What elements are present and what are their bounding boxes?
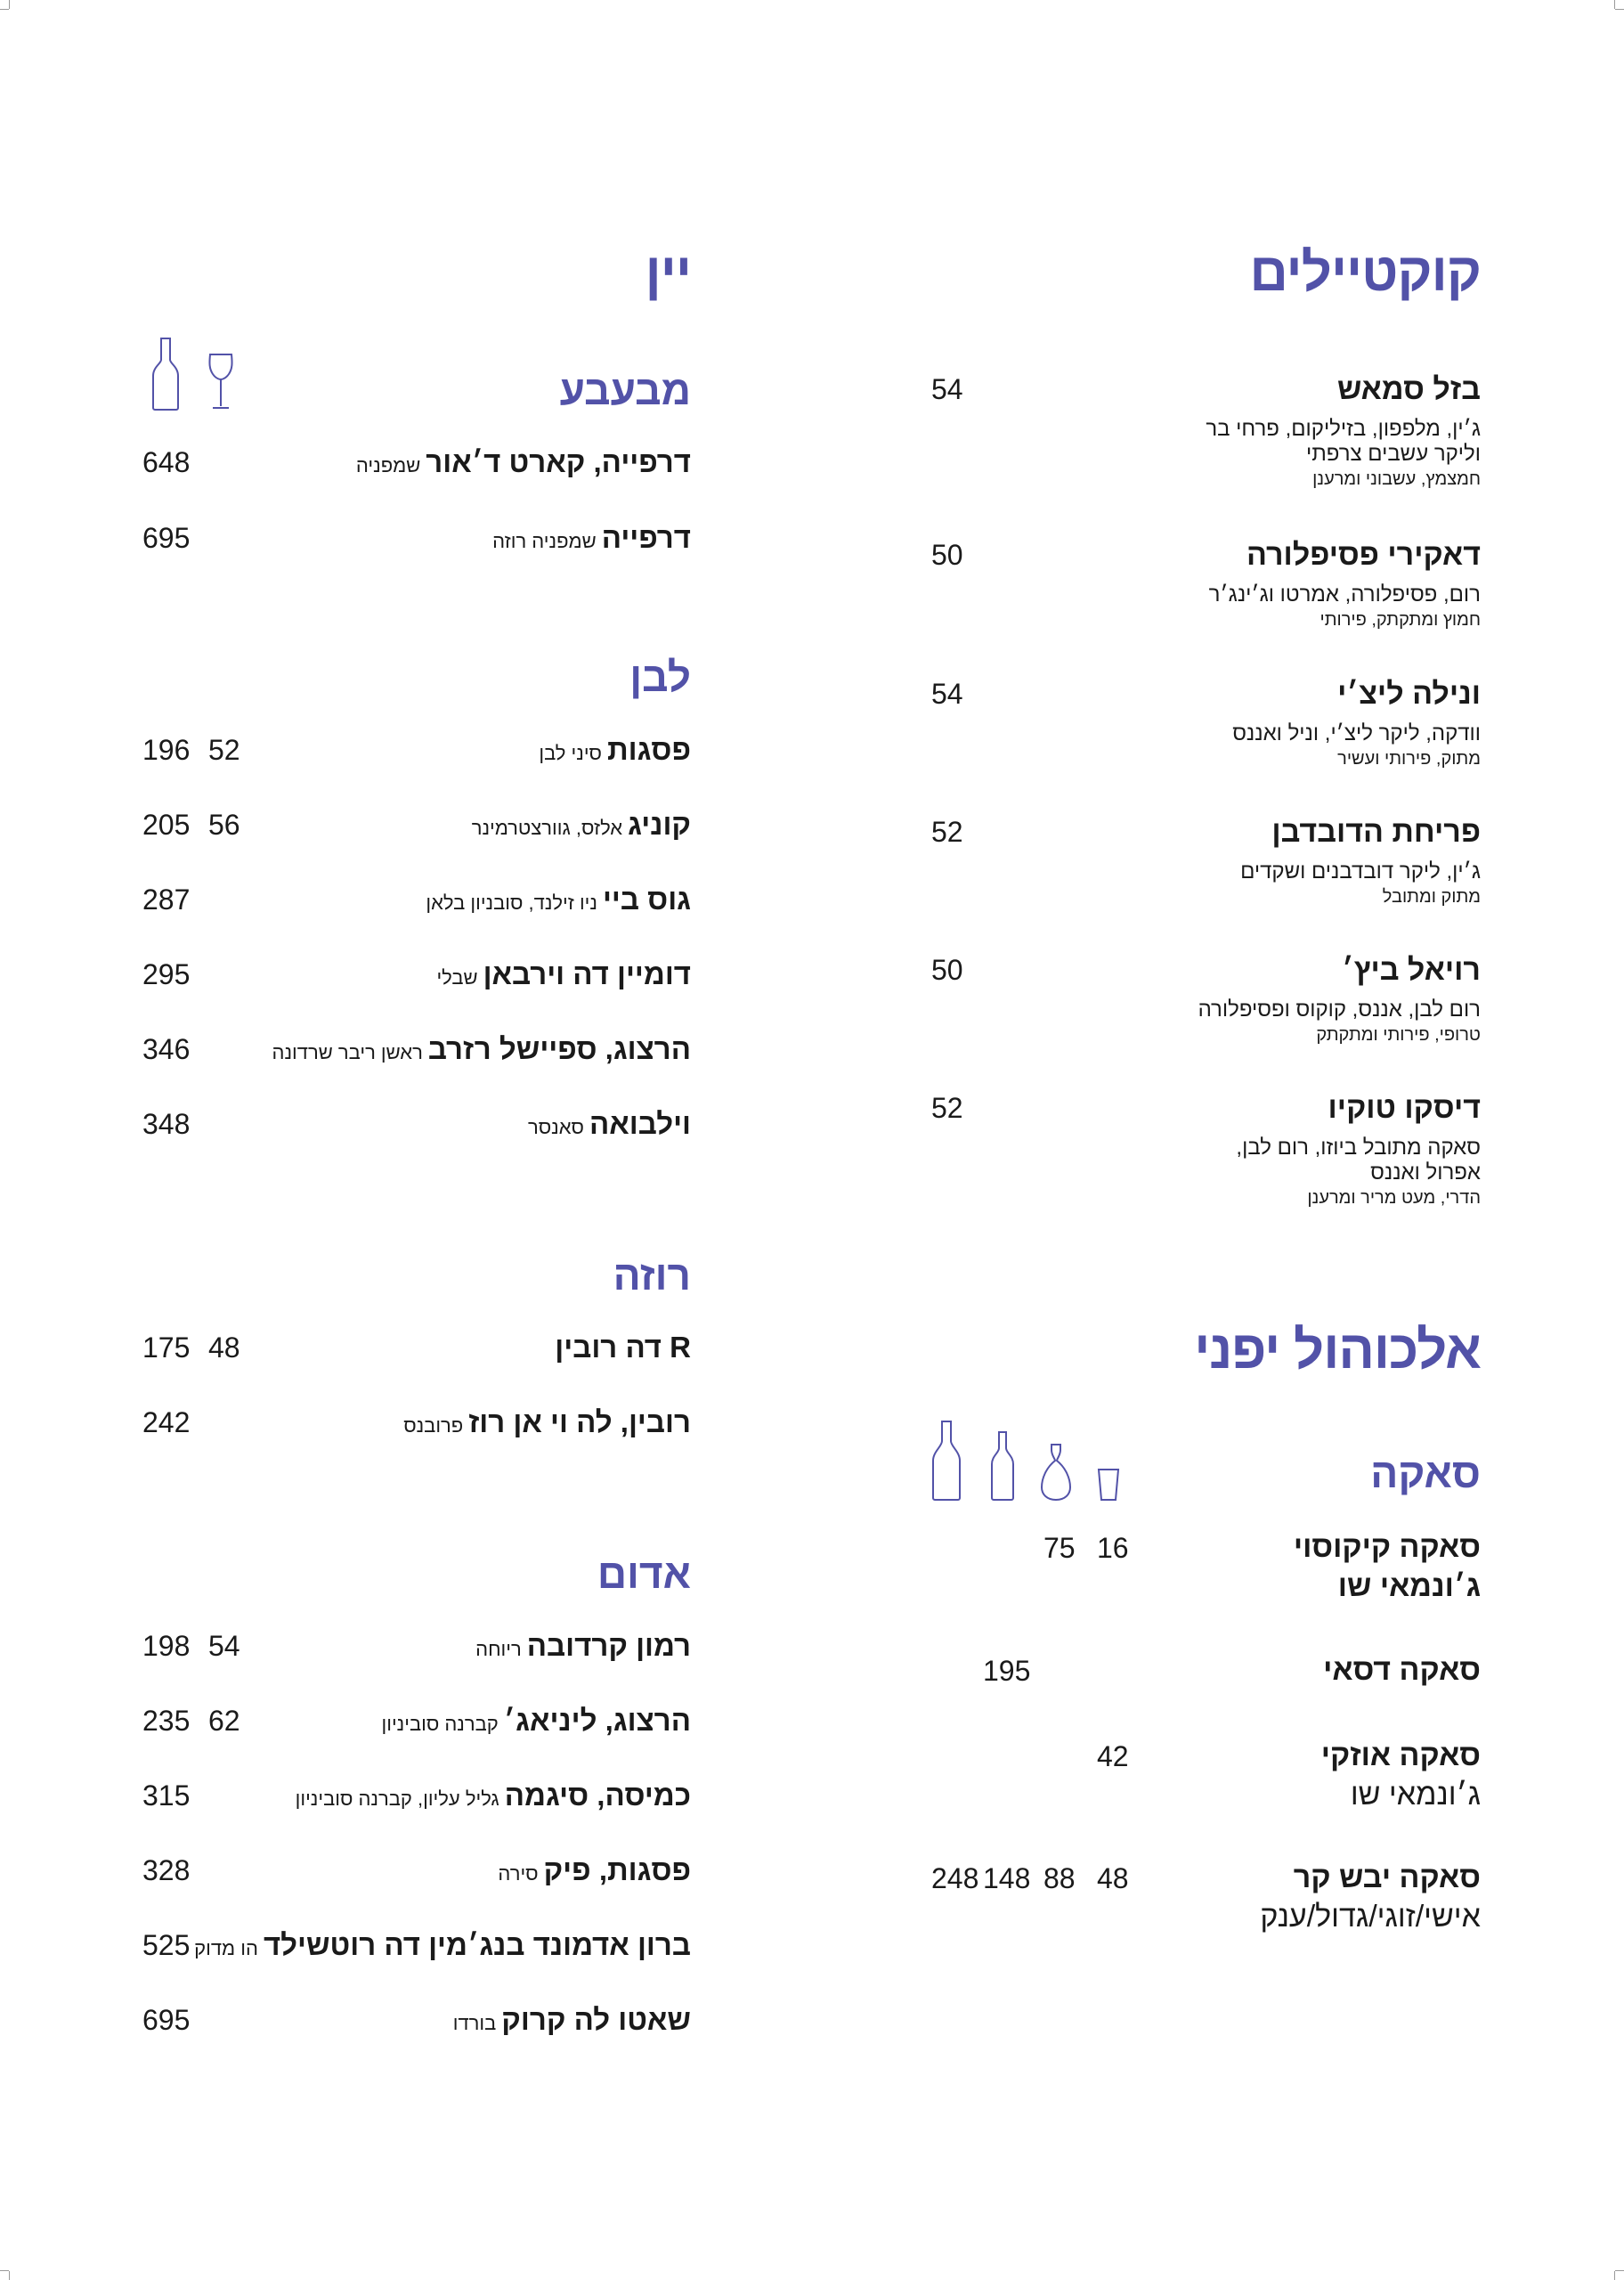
wine-bottle-price: 525 <box>142 1929 191 1961</box>
wine-bottle-price: 295 <box>142 958 191 990</box>
sake-price: 195 <box>983 1655 1031 1687</box>
wine-region-grape: בורדו <box>452 2012 497 2034</box>
wine-name <box>539 735 691 764</box>
wine-region-grape: שמפניה רוזה <box>492 530 597 552</box>
crop-mark <box>0 9 9 10</box>
cocktail-name: ונילה ליצ׳י <box>1337 677 1481 711</box>
crop-mark <box>1615 2270 1624 2271</box>
red-title: אדום <box>597 1551 691 1597</box>
sparkling-title: מבעבע <box>559 367 691 413</box>
wine-glass-price: 48 <box>208 1331 240 1364</box>
cup-icon <box>1097 1468 1120 1502</box>
wine-producer: פסגות, פיק <box>543 1853 691 1886</box>
wine-producer: כמיסה, סיגמה <box>504 1779 691 1812</box>
wine-glass-icon <box>207 353 235 411</box>
cocktail-ingredients: וליקר עשבים צרפתי <box>1305 442 1481 466</box>
wine-name <box>272 1034 691 1063</box>
wine-name <box>528 1109 691 1138</box>
wine-bottle-price: 198 <box>142 1630 191 1662</box>
wine-producer: שאטו לה קרוק <box>501 2003 691 2036</box>
wine-region-grape: ראשן ריבר שרדונה <box>272 1041 423 1063</box>
wine-producer: דומיין דה וירבאן <box>483 957 691 990</box>
wine-region-grape: שבלי <box>436 966 478 989</box>
crop-mark <box>1614 2271 1615 2280</box>
cocktail-ingredients: רום לבן, אננס, קוקוס ופסיפלורה <box>1198 998 1481 1022</box>
wine-region-grape: הו מדוק <box>194 1937 258 1959</box>
wine-producer: R דה רובין <box>555 1331 691 1364</box>
cocktail-taste-note: חמוץ ומתקתק, פירותי <box>1320 610 1481 630</box>
sake-name: סאקה דסאי <box>1323 1653 1481 1687</box>
cocktail-ingredients: אפרול ואננס <box>1370 1160 1481 1185</box>
bottle-small-icon <box>990 1430 1015 1502</box>
wine-producer: רמון קרדובה <box>526 1629 691 1662</box>
wine-bottle-icon <box>151 337 180 411</box>
wine-producer: פסגות <box>606 733 691 766</box>
wine-glass-price: 56 <box>208 809 240 841</box>
sake-price: 248 <box>931 1862 979 1894</box>
sake-style: ג׳ונמאי שו <box>1337 1569 1481 1603</box>
wine-bottle-price: 695 <box>142 2004 191 2036</box>
wine-glass-price: 54 <box>208 1630 240 1662</box>
crop-mark <box>9 2271 10 2280</box>
wine-bottle-price: 242 <box>142 1406 191 1438</box>
sake-price: 48 <box>1097 1862 1129 1894</box>
wine-bottle-price: 175 <box>142 1331 191 1364</box>
wine-name <box>356 447 691 476</box>
wine-region-grape: פרובנס <box>403 1414 464 1437</box>
wine-region-grape: סיני לבן <box>539 742 602 764</box>
wine-region-grape: סירה <box>498 1862 539 1885</box>
tokkuri-icon <box>1040 1443 1072 1502</box>
wine-producer: קוניג <box>628 808 691 841</box>
wine-bottle-price: 315 <box>142 1779 191 1812</box>
cocktail-price: 54 <box>931 678 963 710</box>
cocktail-taste-note: מתוק, פירותי ועשיר <box>1337 749 1481 769</box>
cocktail-price: 50 <box>931 539 963 571</box>
crop-mark <box>0 2270 9 2271</box>
cocktail-taste-note: חמצמץ, עשבוני ומרענן <box>1312 469 1481 489</box>
wine-producer: הרצוג, ספיישל רזרב <box>427 1032 691 1065</box>
sake-price: 16 <box>1097 1532 1129 1564</box>
bottle-large-icon <box>931 1420 962 1502</box>
wine-bottle-price: 205 <box>142 809 191 841</box>
wine-producer: רובין, לה וי אן רוז <box>468 1405 691 1438</box>
wine-name <box>296 1780 691 1810</box>
wine-glass-price: 52 <box>208 734 240 766</box>
wine-region-grape: ניו זילנד, סובניון בלאן <box>426 892 597 914</box>
cocktail-taste-note: מתוק ומתובל <box>1382 887 1481 907</box>
cocktail-taste-note: טרופי, פירותי ומתקתק <box>1316 1025 1481 1045</box>
wine-region-grape: שמפניה <box>355 454 421 476</box>
wine-bottle-price: 346 <box>142 1033 191 1065</box>
wine-bottle-price: 648 <box>142 446 191 478</box>
wine-title: יין <box>645 242 691 302</box>
cocktail-price: 54 <box>931 373 963 405</box>
wine-name <box>403 1407 691 1437</box>
wine-bottle-price: 695 <box>142 522 191 554</box>
wine-producer: הרצוג, ליניאג׳ <box>503 1704 691 1737</box>
wine-bottle-price: 196 <box>142 734 191 766</box>
sake-price: 148 <box>983 1862 1031 1894</box>
cocktail-price: 52 <box>931 1092 963 1124</box>
cocktail-name: רויאל ביץ׳ <box>1341 953 1481 987</box>
wine-name <box>555 1332 691 1362</box>
wine-name <box>426 884 691 914</box>
wine-producer: וילבואה <box>589 1107 691 1140</box>
wine-name <box>498 1855 691 1885</box>
cocktail-ingredients: סאקה מתובל ביוזו, רום לבן, <box>1236 1136 1481 1160</box>
crop-mark <box>1615 9 1624 10</box>
wine-name <box>475 1631 691 1660</box>
sake-name: סאקה קיקוסוי <box>1293 1530 1481 1564</box>
cocktail-taste-note: הדרי, מעט מריר ומרענן <box>1307 1188 1481 1208</box>
wine-name <box>194 1930 691 1959</box>
japanese-title: אלכוהול יפני <box>1194 1320 1481 1380</box>
cocktail-ingredients: ג׳ין, מלפפון, בזיליקום, פרחי בר <box>1206 417 1481 441</box>
sake-title: סאקה <box>1370 1450 1481 1496</box>
sake-style: ג׳ונמאי שו <box>1350 1778 1481 1812</box>
wine-bottle-price: 328 <box>142 1854 191 1886</box>
cocktail-name: בזל סמאש <box>1336 372 1481 406</box>
wine-name <box>492 523 691 552</box>
cocktail-name: דאקירי פסיפלורה <box>1246 538 1481 572</box>
wine-region-grape: גליל עליון, קברנה סוביניון <box>295 1787 499 1810</box>
sake-price: 42 <box>1097 1740 1129 1772</box>
wine-glass-price: 62 <box>208 1705 240 1737</box>
wine-producer: גוס ביי <box>602 883 691 916</box>
wine-bottle-price: 287 <box>142 884 191 916</box>
cocktail-ingredients: רום, פסיפלורה, אמרטו וג׳ינג׳ר <box>1208 582 1481 607</box>
wine-bottle-price: 235 <box>142 1705 191 1737</box>
crop-mark <box>1614 0 1615 9</box>
wine-region-grape: סאנסר <box>527 1116 584 1138</box>
cocktails-title: קוקטיילים <box>1249 242 1481 302</box>
cocktail-ingredients: וודקה, ליקר ליצ׳י, וניל ואננס <box>1232 721 1481 745</box>
cocktail-name: דיסקו טוקיו <box>1328 1091 1481 1125</box>
wine-bottle-price: 348 <box>142 1108 191 1140</box>
white-title: לבן <box>629 654 691 700</box>
sake-price: 88 <box>1043 1862 1076 1894</box>
cocktail-ingredients: ג׳ין, ליקר דובדבנים ושקדים <box>1240 859 1481 884</box>
wine-name <box>472 810 691 839</box>
cocktail-price: 52 <box>931 816 963 848</box>
wine-name <box>382 1706 691 1735</box>
wine-region-grape: אלזס, גוורצטרמינר <box>471 817 623 839</box>
wine-name <box>436 959 691 989</box>
sake-price: 75 <box>1043 1532 1076 1564</box>
wine-name <box>453 2005 691 2034</box>
sake-style: אישי/זוגי/גדול/ענק <box>1260 1900 1481 1934</box>
wine-region-grape: קברנה סוביניון <box>381 1713 499 1735</box>
sake-name: סאקה אוזקי <box>1320 1738 1481 1772</box>
wine-region-grape: ריוחה <box>475 1638 522 1660</box>
cocktail-price: 50 <box>931 954 963 986</box>
crop-mark <box>9 0 10 9</box>
rose-title: רוזה <box>613 1252 691 1299</box>
cocktail-name: פריחת הדובדבן <box>1271 815 1481 849</box>
wine-producer: דרפייה, קארט ד׳אור <box>426 445 691 478</box>
wine-producer: דרפייה <box>601 521 691 554</box>
wine-producer: ברון אדמונד בנג׳מין דה רוטשילד <box>263 1928 691 1961</box>
sake-name: סאקה יבש קר <box>1293 1861 1481 1894</box>
